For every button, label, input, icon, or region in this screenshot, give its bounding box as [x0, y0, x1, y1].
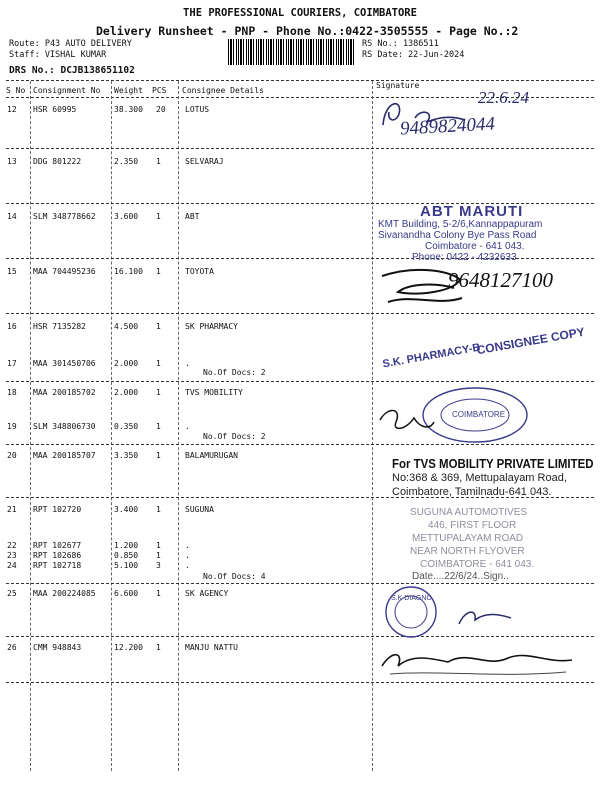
row-pcs: 1	[156, 589, 161, 598]
barcode	[228, 39, 354, 65]
stamp-suguna-line3: METTUPALAYAM ROAD	[412, 533, 524, 544]
row-consignee: TVS MOBILITY	[185, 388, 243, 397]
row-pcs: 1	[156, 422, 161, 431]
row-sno: 19	[7, 422, 17, 431]
handwritten-date: 22.6.24	[478, 88, 529, 107]
col-sep-1	[30, 81, 31, 771]
stamp-abt-line1: KMT Building, 5-2/6,Kannappapuram	[378, 219, 543, 230]
row-weight: 5.100	[114, 561, 139, 570]
col-pcs: PCS	[152, 86, 167, 95]
row-consignment: MAA 200185702	[33, 388, 96, 397]
row-pcs: 1	[156, 388, 161, 397]
col-consignee: Consignee Details	[182, 86, 264, 95]
row-consignee: TOYOTA	[185, 267, 214, 276]
row-divider	[6, 636, 594, 637]
row-sno: 17	[7, 359, 17, 368]
row-weight: 2.000	[114, 388, 139, 397]
col-sno: S No	[6, 86, 26, 95]
row-consignee: SELVARAJ	[185, 157, 224, 166]
row-weight: 12.200	[114, 643, 143, 652]
col-weight: Weight	[114, 86, 143, 95]
stamp-consignee-copy: CONSIGNEE COPY	[475, 324, 586, 358]
docs-count: No.Of Docs: 4	[203, 572, 266, 581]
row-consignment: MAA 301450706	[33, 359, 96, 368]
stamp-suguna-line4: NEAR NORTH FLYOVER	[410, 546, 525, 557]
row-divider	[6, 313, 594, 314]
row-pcs: 1	[156, 541, 161, 550]
col-sep-4	[372, 81, 373, 771]
col-consignment: Consignment No	[33, 86, 101, 95]
row-pcs: 1	[156, 267, 161, 276]
signature-scribble-sk-agency	[455, 602, 515, 632]
row-sno: 14	[7, 212, 17, 221]
tvs-seal-city: COIMBATORE	[452, 410, 506, 419]
row-pcs: 3	[156, 561, 161, 570]
row-weight: 4.500	[114, 322, 139, 331]
row-sno: 13	[7, 157, 17, 166]
row-consignment: MAA 704495236	[33, 267, 96, 276]
row-consignee: ABT	[185, 212, 200, 221]
row-sno: 25	[7, 589, 17, 598]
row-consignment: RPT 102720	[33, 505, 82, 514]
row-consignee: SUGUNA	[185, 505, 214, 514]
row-pcs: 1	[156, 157, 161, 166]
company-title: THE PROFESSIONAL COURIERS, COIMBATORE	[183, 7, 417, 19]
skd-seal-icon	[384, 585, 438, 639]
row-weight: 3.600	[114, 212, 139, 221]
row-consignee: .	[185, 541, 190, 550]
row-sno: 21	[7, 505, 17, 514]
row-consignee: MANJU NATTU	[185, 643, 238, 652]
row-weight: 3.400	[114, 505, 139, 514]
row-pcs: 20	[156, 105, 166, 114]
row-sno: 24	[7, 561, 17, 570]
docs-count: No.Of Docs: 2	[203, 368, 266, 377]
signature-scribble-manju	[378, 644, 578, 680]
row-sno: 26	[7, 643, 17, 652]
row-consignment: CMM 948843	[33, 643, 82, 652]
row-consignee: .	[185, 561, 190, 570]
row-divider	[6, 381, 594, 382]
row-consignee: LOTUS	[185, 105, 210, 114]
rs-number: RS No.: 1386511	[362, 39, 439, 49]
row-consignment: SLM 348778662	[33, 212, 96, 221]
row-weight: 16.100	[114, 267, 143, 276]
row-consignment: MAA 200185707	[33, 451, 96, 460]
route-label: Route: P43 AUTO DELIVERY	[9, 39, 132, 49]
row-weight: 3.350	[114, 451, 139, 460]
row-pcs: 1	[156, 551, 161, 560]
row-sno: 18	[7, 388, 17, 397]
row-consignment: RPT 102718	[33, 561, 82, 570]
col-sep-2	[111, 81, 112, 771]
row-pcs: 1	[156, 643, 161, 652]
row-consignment: DDG 801222	[33, 157, 82, 166]
row-sno: 20	[7, 451, 17, 460]
handwritten-phone: 9489824044	[399, 113, 496, 140]
signature-scribble-tvs	[376, 400, 436, 445]
row-consignee: BALAMURUGAN	[185, 451, 238, 460]
row-consignment: RPT 102686	[33, 551, 82, 560]
row-consignment: MAA 200224085	[33, 589, 96, 598]
stamp-suguna-date: Date....22/6/24..Sign..	[412, 571, 509, 582]
row-weight: 38.300	[114, 105, 143, 114]
stamp-suguna-line5: COIMBATORE - 641 043.	[420, 559, 535, 570]
stamp-abt-name: ABT MARUTI	[420, 203, 524, 220]
row-consignee: .	[185, 551, 190, 560]
rs-date: RS Date: 22-Jun-2024	[362, 50, 465, 60]
stamp-sk-pharmacy: S.K. PHARMACY-B	[381, 341, 482, 371]
row-consignee: SK PHARMACY	[185, 322, 238, 331]
header-divider	[6, 80, 594, 81]
stamp-tvs-line3: Coimbatore, Tamilnadu-641 043.	[392, 486, 552, 498]
row-consignee: SK AGENCY	[185, 589, 229, 598]
row-weight: 2.000	[114, 359, 139, 368]
row-pcs: 1	[156, 212, 161, 221]
stamp-suguna-line1: SUGUNA AUTOMOTIVES	[410, 507, 528, 518]
row-divider	[6, 682, 594, 683]
row-weight: 0.350	[114, 422, 139, 431]
row-consignee: .	[185, 359, 190, 368]
row-weight: 1.200	[114, 541, 139, 550]
stamp-abt-phone: Phone: 0422 - 4232633	[412, 252, 517, 263]
col-sep-3	[178, 81, 179, 771]
docs-count: No.Of Docs: 2	[203, 432, 266, 441]
row-divider	[6, 583, 594, 584]
row-consignment: RPT 102677	[33, 541, 82, 550]
row-pcs: 1	[156, 505, 161, 514]
handwritten-phone: 9648127100	[448, 268, 553, 292]
row-sno: 22	[7, 541, 17, 550]
row-sno: 12	[7, 105, 17, 114]
drs-number: DRS No.: DCJB138651102	[9, 65, 135, 76]
skd-seal-text: S.K DIAGNO	[391, 595, 432, 602]
row-consignment: HSR 7135282	[33, 322, 86, 331]
runsheet-subtitle: Delivery Runsheet - PNP - Phone No.:0422-3505555 - Page No.:2	[96, 24, 519, 38]
stamp-tvs-line1: For TVS MOBILITY PRIVATE LIMITED	[392, 456, 594, 471]
row-pcs: 1	[156, 322, 161, 331]
row-consignment: SLM 348806730	[33, 422, 96, 431]
row-weight: 0.850	[114, 551, 139, 560]
col-signature: Signature	[376, 81, 420, 90]
row-sno: 16	[7, 322, 17, 331]
stamp-suguna-line2: 446, FIRST FLOOR	[428, 520, 517, 531]
row-sno: 15	[7, 267, 17, 276]
row-consignee: .	[185, 422, 190, 431]
staff-label: Staff: VISHAL KUMAR	[9, 50, 107, 60]
stamp-tvs-line2: No:368 & 369, Mettupalayam Road,	[392, 472, 567, 484]
stamp-abt-line2: Sivanandha Colony Bye Pass Road	[378, 230, 537, 241]
row-sno: 23	[7, 551, 17, 560]
row-consignment: HSR 60995	[33, 105, 77, 114]
row-pcs: 1	[156, 451, 161, 460]
stamp-abt-line3: Coimbatore - 641 043.	[425, 241, 525, 252]
row-pcs: 1	[156, 359, 161, 368]
row-weight: 6.600	[114, 589, 139, 598]
row-weight: 2.350	[114, 157, 139, 166]
